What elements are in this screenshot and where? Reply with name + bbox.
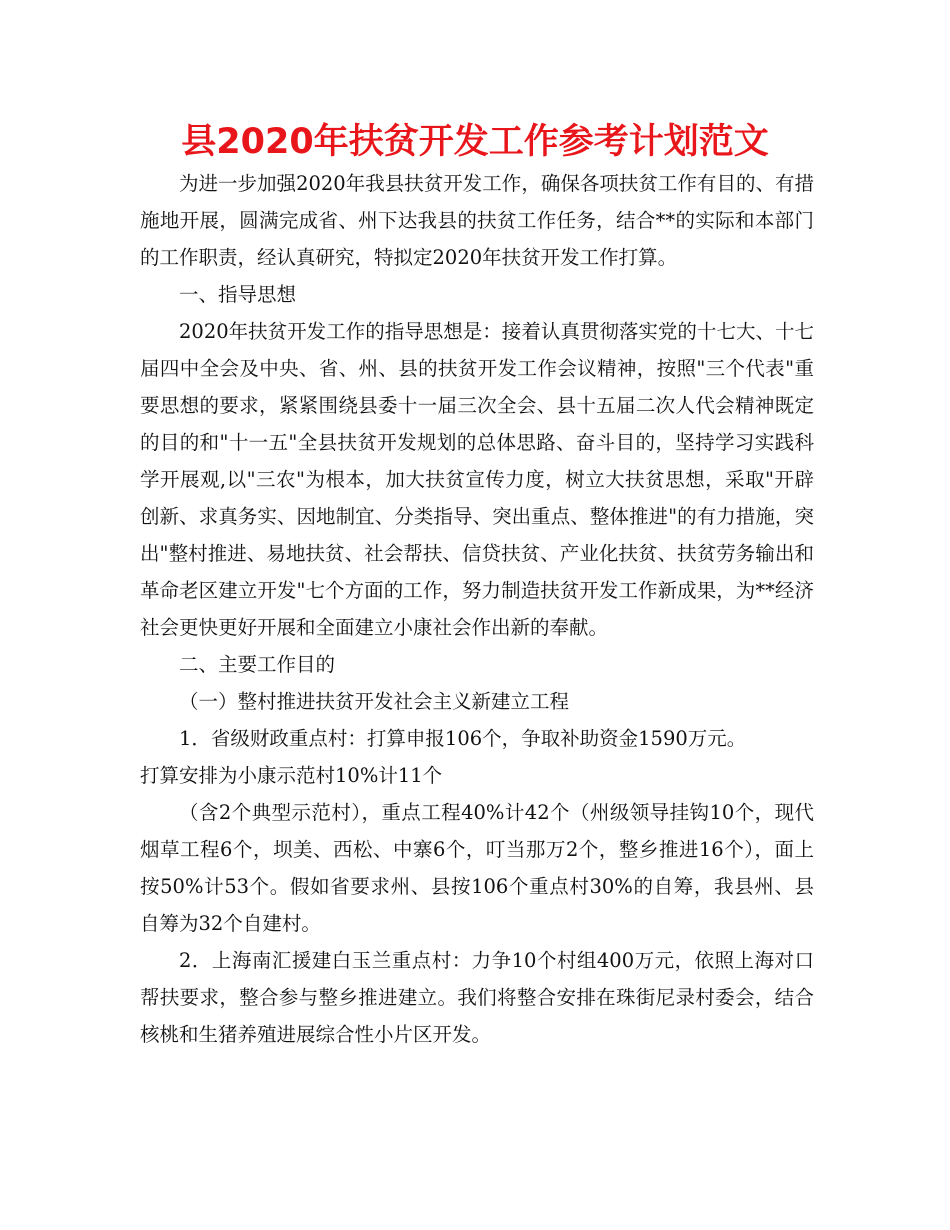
paragraph-item-1-detail: （含2个典型示范村），重点工程40%计42个（州级领导挂钩10个，现代烟草工程6个，坝美、西松、中寨6个，叮当那万2个，整乡推进16个），面上按50%计53个。假如省要求州、县按106个重点村30%的自筹，我县州、县自筹为32个自建村。 bbox=[140, 801, 814, 935]
heading-main-goals: 二、主要工作目的 bbox=[179, 653, 336, 676]
heading-guiding-thought: 一、指导思想 bbox=[179, 283, 297, 306]
subheading-village-project: （一）整村推进扶贫开发社会主义新建立工程 bbox=[179, 690, 570, 713]
paragraph-item-1-continued: 打算安排为小康示范村10%计11个 bbox=[140, 764, 443, 787]
paragraph-intro: 为进一步加强2020年我县扶贫开发工作，确保各项扶贫工作有目的、有措施地开展，圆满完成省、州下达我县的扶贫工作任务，结合**的实际和本部门的工作职责，经认真研究，特拟定2020年扶贫开发工作打算。 bbox=[140, 172, 814, 269]
paragraph-guiding-thought: 2020年扶贫开发工作的指导思想是：接着认真贯彻落实党的十七大、十七届四中全会及中央、省、州、县的扶贫开发工作会议精神，按照"三个代表"重要思想的要求，紧紧围绕县委十一届三次全会、县十五届二次人代会精神既定的目的和"十一五"全县扶贫开发规划的总体思路、奋斗目的，坚持学习实践科学开展观,以"三农"为根本，加大扶贫宣传力度，树立大扶贫思想，采取"开辟创新、求真务实、因地制宜、分类指导、突出重点、整体推进"的有力措施，突出"整村推进、易地扶贫、社会帮扶、信贷扶贫、产业化扶贫、扶贫劳务输出和革命老区建立开发"七个方面的工作，努力制造扶贫开发工作新成果，为**经济社会更快更好开展和全面建立小康社会作出新的奉献。 bbox=[140, 320, 814, 639]
document-body bbox=[140, 165, 814, 1053]
paragraph-item-2: 2．上海南汇援建白玉兰重点村：力争10个村组400万元，依照上海对口帮扶要求，整合参与整乡推进建立。我们将整合安排在珠街尼录村委会，结合核桃和生猪养殖进展综合性小片区开发。 bbox=[140, 949, 814, 1046]
document-title: 县2020年扶贫开发工作参考计划范文 bbox=[181, 122, 769, 162]
paragraph-item-1: 1．省级财政重点村：打算申报106个，争取补助资金1590万元。 bbox=[179, 727, 747, 750]
